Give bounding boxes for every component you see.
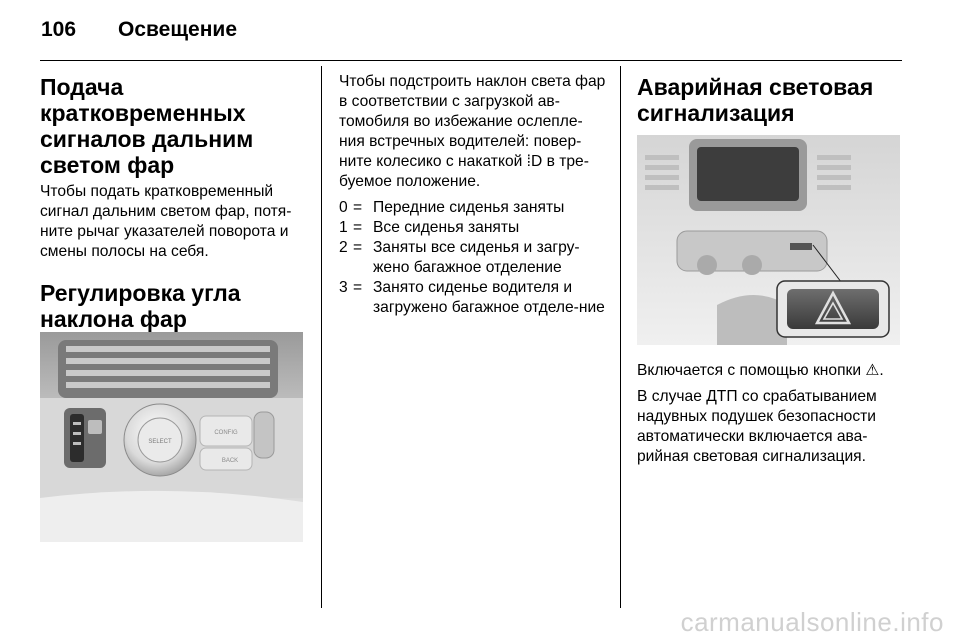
hazard-airbag-paragraph: В случае ДТП со срабатыванием надувных подушек безопасности автоматически включается ава-рийная световая сигнализация. (637, 388, 877, 465)
definition-text: Заняты все сиденья и загру-жено багажное отделение (373, 239, 580, 276)
hazard-button-figure (637, 135, 900, 345)
hazard-button-illustration (637, 135, 900, 345)
back-label: BACK (221, 458, 239, 464)
definition-separator: = (353, 239, 363, 256)
headlight-control-illustration (40, 332, 303, 542)
headlight-range-paragraph: Чтобы подстроить наклон света фар в соответствии с загрузкой ав-томобиля во избежание ослепле-ния встречных водителей: повер-ните колесико с накаткой ⁞D в тре-буемое положение. (339, 73, 606, 190)
section-heading-headlight-range: Регулировка угла наклона фар (40, 280, 241, 332)
watermark: carmanualsonline.info (680, 607, 944, 637)
load-definitions (339, 198, 607, 318)
headlight-control-figure (40, 332, 303, 542)
column-2 (339, 72, 607, 318)
definition-row-1 (339, 218, 607, 238)
definition-key: 3 (339, 279, 348, 296)
definition-row-0 (339, 198, 607, 218)
column-divider-2 (620, 66, 621, 608)
column-3 (637, 74, 905, 126)
page-number: 106 (41, 18, 77, 41)
definition-separator: = (353, 199, 363, 216)
definition-text: Передние сиденья заняты (373, 199, 565, 216)
column-1 (40, 74, 308, 332)
definition-key: 0 (339, 199, 348, 216)
definition-row-3 (339, 278, 607, 318)
definition-row-2 (339, 238, 607, 278)
hazard-activate-paragraph: Включается с помощью кнопки ⚠. (637, 362, 884, 379)
column-3-text (637, 361, 905, 467)
section-heading-flash: Подача кратковременных сигналов дальним светом фар (40, 74, 254, 178)
header-rule (40, 60, 902, 61)
flash-paragraph: Чтобы подать кратковременный сигнал дальним светом фар, потя-ните рычаг указателей поворота и смены полосы на себя. (40, 183, 292, 260)
definition-key: 1 (339, 219, 348, 236)
page-title: Освещение (118, 18, 237, 41)
definition-key: 2 (339, 239, 348, 256)
config-label: CONFIG (214, 430, 238, 436)
section-heading-hazard: Аварийная световая сигнализация (637, 74, 874, 126)
definition-separator: = (353, 279, 363, 296)
column-divider-1 (321, 66, 322, 608)
definition-separator: = (353, 219, 363, 236)
definition-text: Все сиденья заняты (373, 219, 520, 236)
select-label: SELECT (148, 439, 172, 445)
definition-text: Занято сиденье водителя и загружено багажное отделе-ние (373, 279, 605, 316)
